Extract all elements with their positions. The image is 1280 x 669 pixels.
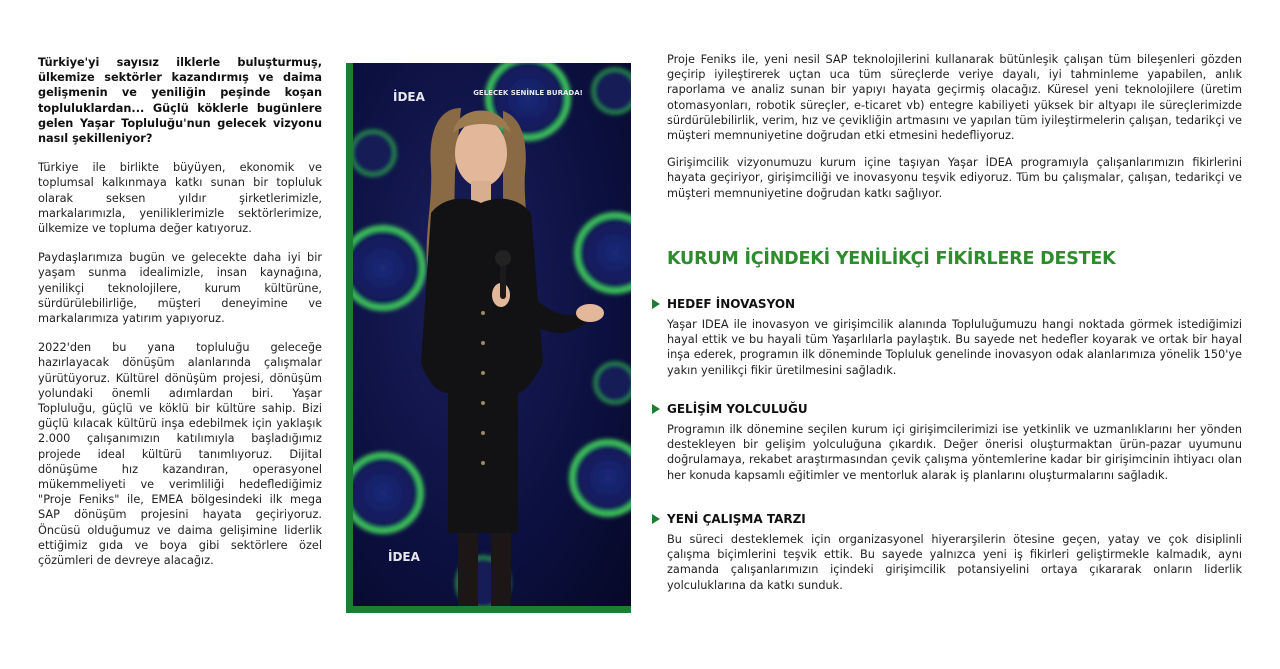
photo-block: [346, 63, 631, 613]
paragraph: Türkiye ile birlikte büyüyen, ekonomik ve toplumsal kalkınmaya katkı sunan bir topluluk olarak seksen yıldır şirketlerimizle, markalarımızla, yeniliklerimizle sektörlerimize, ülkemize ve topluma değer katıyoruz.: [38, 161, 322, 236]
paragraph: Proje Feniks ile, yeni nesil SAP teknolojilerini kullanarak bütünleşik çalışan tüm bileşenleri gözden geçirip iyileştirerek uçtan uca tüm süreçlerde veriye dayalı, iyi tahminleme yapabilen, anlık raporlama ve analiz sunan bir yapıyı hayata geçirmiş olacağız. Küresel yeni teknolojilere (üretim otomasyonları, robotik süreçler, e-ticaret vb) entegre kabiliyeti yüksek bir altyapı ile süreçlerimizde sürdürülebilirlik, verim, hız ve çevikliğin artmasını ve yapılan tüm iyileştirmelerin çalışan, tedarikçi ve müşteri memnuniyetine doğrudan etki etmesini hedefliyoruz.: [667, 53, 1242, 143]
triangle-bullet-icon: [652, 299, 660, 309]
triangle-bullet-icon: [652, 404, 660, 414]
subsection: [652, 512, 1242, 593]
triangle-bullet-icon: [652, 514, 660, 524]
subsection-heading: YENİ ÇALIŞMA TARZI: [667, 512, 806, 526]
subsection-body: Bu süreci desteklemek için organizasyonel hiyerarşilerin ötesine geçen, yatay ve çok disiplinli çalışma biçimlerini teşvik ettik. Bu sayede yalnızca yeni iş fikirleri geliştirmekle kalmadık, aynı zamanda çalışanlarımızın içindeki girişimcilik potansiyelini ortaya çıkararak onların liderlik yolculuklarına da katkı sunduk.: [667, 533, 1242, 592]
speaker-illustration: [353, 63, 631, 606]
subsection-body: Yaşar IDEA ile inovasyon ve girişimcilik alanında Topluluğumuzu hangi noktada görmek istediğimizi hayal ettik ve bu hayali tüm Yaşarlılarla paylaştık. Bu sayede net hedefler koyarak ve ortak bir hayal inşa ederek, programın ilk döneminde Topluluk genelinde inovasyon odak alanlarımıza yönelik 150'ye yakın yenilikçi fikir üretilmesini sağladık.: [667, 318, 1242, 377]
backdrop-logo-text: İDEA: [388, 550, 420, 564]
section-title: KURUM İÇİNDEKİ YENİLİKÇİ FİKİRLERE DESTEK: [667, 249, 1116, 269]
subsection-heading: HEDEF İNOVASYON: [667, 297, 796, 311]
subsection-heading: GELİŞİM YOLCULUĞU: [667, 402, 808, 416]
subsection: [652, 402, 1242, 483]
backdrop-slogan: GELECEK SENİNLE BURADA!: [473, 89, 583, 97]
left-column: [38, 55, 322, 582]
backdrop-logo-text: İDEA: [393, 90, 425, 104]
subsection-body: Programın ilk dönemine seçilen kurum içi girişimcilerimizi ise yetkinlik ve uzmanlıklarını her yönden destekleyen bir gelişim yolculuğuna çıkardık. Değer önerisi oluşturmaktan ürün-pazar uyumunu doğrulamaya, rekabet araştırmasından çevik çalışma yöntemlerine kadar bir girişimcinin ihtiyacı olan her konuda kapsamlı eğitimler ve mentorluk alarak iş planlarını oluşturmalarını sağladık.: [667, 423, 1242, 482]
paragraph: Girişimcilik vizyonumuzu kurum içine taşıyan Yaşar İDEA programıyla çalışanlarımızın fikirlerini hayata geçiriyor, girişimciliği ve inovasyonu teşvik ediyoruz. Tüm bu çalışmalar, çalışan, tedarikçi ve müşteri memnuniyetine doğrudan katkı sağlıyor.: [667, 156, 1242, 200]
right-column: [667, 52, 1242, 213]
speaker-figure: [421, 108, 604, 606]
paragraph: Paydaşlarımıza bugün ve gelecekte daha iyi bir yaşam sunma idealimizle, insan kaynağına, yenilikçi teknolojilere, kurum kültürüne, sürdürülebilirliğe, müşteri deneyimine ve markalarımıza yatırım yapıyoruz.: [38, 251, 322, 326]
interview-question: Türkiye'yi sayısız ilklerle buluşturmuş, ülkemize sektörler kazandırmış ve daima gelişmenin ve yeniliğin peşinde koşan topluluklardan... Güçlü köklerle bugünlere gelen Yaşar Topluluğu'nun gelecek vizyonu nasıl şekilleniyor?: [38, 56, 322, 146]
speaker-photo: [353, 63, 631, 606]
paragraph: 2022'den bu yana topluluğu geleceğe hazırlayacak dönüşüm alanlarında çalışmalar yürütüyoruz. Kültürel dönüşüm projesi, dönüşüm yolundaki önemli adımlardan biri. Yaşar Topluluğu, güçlü ve köklü bir kültüre sahip. Bizi güçlü kılacak kültürü inşa edebilmek için yaklaşık 2.000 çalışanımızın katılımıyla başladığımız projede ideal kültürü tanımlıyoruz. Dijital dönüşüme hız kazandıran, operasyonel mükemmeliyeti ve verimliliği hedeflediğimiz "Proje Feniks" ile, EMEA bölgesindeki ilk mega SAP dönüşüm projesini hayata geçiriyoruz. Öncüsü olduğumuz ve daima gelişimine liderlik ettiğimiz gıda ve boya gibi sektörlere özel çözümleri de devreye alacağız.: [38, 341, 322, 568]
subsection: [652, 297, 1242, 378]
